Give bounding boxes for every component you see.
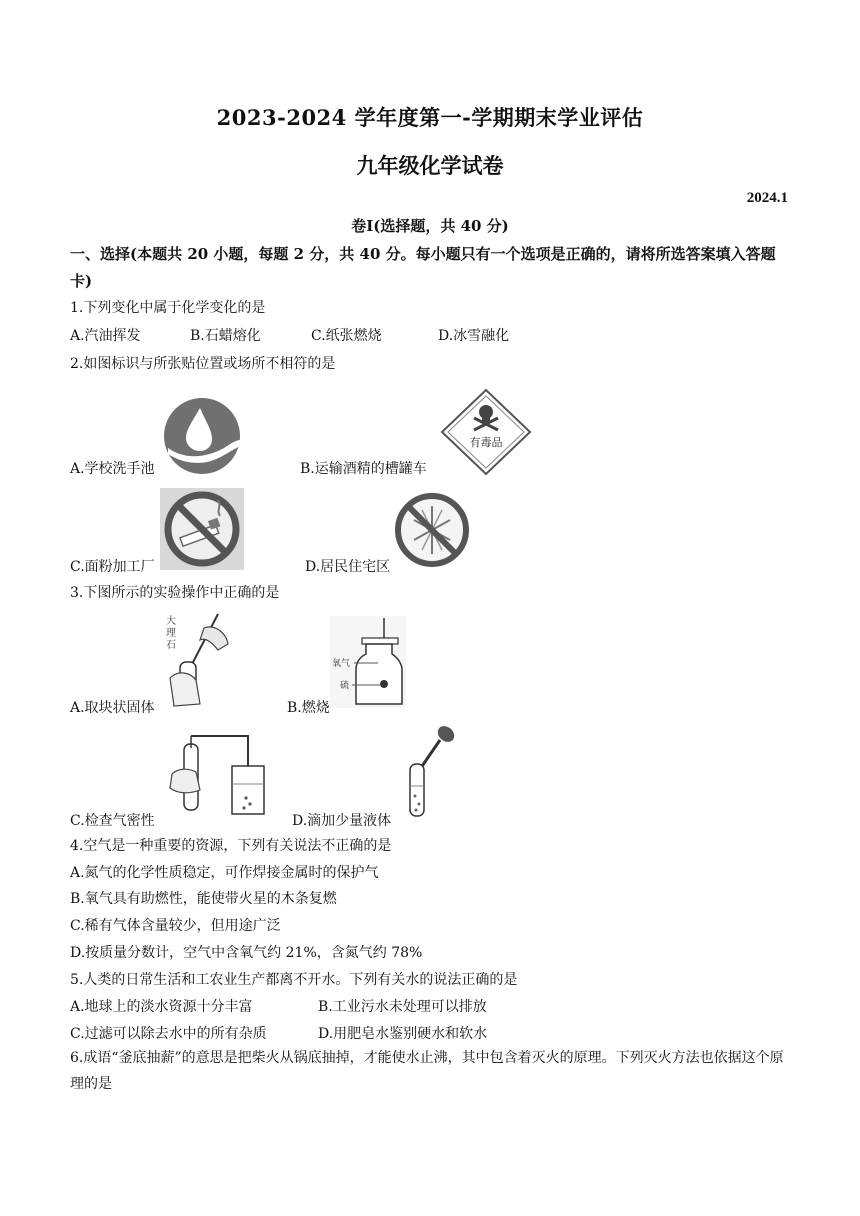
q1-option-b: B.石蜡熔化 <box>190 328 261 344</box>
q2-option-d: D.居民住宅区 <box>305 559 391 575</box>
q3-option-b: B.燃烧 <box>287 700 330 716</box>
q3-stem: 3.下图所示的实验操作中正确的是 <box>70 585 280 601</box>
exam-date: 2024.1 <box>746 190 788 206</box>
q1-stem: 1.下列变化中属于化学变化的是 <box>70 300 266 316</box>
q6-stem: 6.成语“釜底抽薪”的意思是把柴火从锅底抽掉，才能使水止沸，其中包含着灭火的原理。下列灭火方法也依据这个原理的是 <box>70 1050 784 1092</box>
q2-stem: 2.如图标识与所张贴位置或场所不相符的是 <box>70 356 336 372</box>
no-smoking-sign-icon <box>160 488 244 570</box>
oxygen-label: 氧气 <box>332 659 351 669</box>
q3-option-a: A.取块状固体 <box>70 700 155 716</box>
exam-subtitle: 九年级化学试卷 <box>356 153 504 178</box>
q3-option-d: D.滴加少量液体 <box>292 813 392 829</box>
marble-label-2: 理 <box>166 628 176 639</box>
sulfur-label: 硫 <box>340 681 350 691</box>
q4-option-c: C.稀有气体含量较少，但用途广泛 <box>70 918 281 934</box>
q4-option-b: B.氧气具有助燃性，能使带火星的木条复燃 <box>70 891 337 907</box>
poison-sign-icon <box>440 388 532 476</box>
water-saving-sign-icon <box>162 396 242 476</box>
airtightness-check-experiment-image <box>160 728 272 818</box>
q2-option-b: B.运输酒精的槽罐车 <box>300 461 427 477</box>
sulfur-burning-experiment-image <box>330 616 406 708</box>
dropper-experiment-image <box>404 724 460 820</box>
q5-option-b: B.工业污水未处理可以排放 <box>318 999 487 1015</box>
section-instruction: 一、选择(本题共 20 小题，每题 2 分，共 40 分。每小题只有一个选项是正确的，请将所选答案填入答题卡) <box>70 245 776 290</box>
q5-option-c: C.过滤可以除去水中的所有杂质 <box>70 1026 267 1042</box>
marble-label-3: 石 <box>166 640 176 651</box>
q4-option-d: D.按质量分数计，空气中含氧气约 21%，含氮气约 78% <box>70 945 423 961</box>
q1-option-c: C.纸张燃烧 <box>311 328 382 344</box>
part-heading: 卷Ⅰ(选择题，共 40 分) <box>351 217 509 235</box>
q2-option-a: A.学校洗手池 <box>70 461 155 477</box>
q3-option-c: C.检查气密性 <box>70 813 155 829</box>
exam-title: 2023-2024 学年度第一-学期期末学业评估 <box>216 105 644 130</box>
poison-label: 有毒品 <box>469 436 503 449</box>
q5-stem: 5.人类的日常生活和工农业生产都离不开水。下列有关水的说法正确的是 <box>70 972 518 988</box>
marble-label-1: 大 <box>166 616 176 627</box>
q4-stem: 4.空气是一种重要的资源，下列有关说法不正确的是 <box>70 838 392 854</box>
q5-option-d: D.用肥皂水鉴别硬水和软水 <box>318 1026 488 1042</box>
q2-option-c: C.面粉加工厂 <box>70 559 155 575</box>
q5-option-a: A.地球上的淡水资源十分丰富 <box>70 999 253 1015</box>
q1-option-d: D.冰雪融化 <box>438 328 510 344</box>
no-fireworks-sign-icon <box>392 490 472 570</box>
q4-option-a: A.氮气的化学性质稳定，可作焊接金属时的保护气 <box>70 865 379 881</box>
take-solid-experiment-image <box>160 610 236 710</box>
q1-option-a: A.汽油挥发 <box>70 328 141 344</box>
